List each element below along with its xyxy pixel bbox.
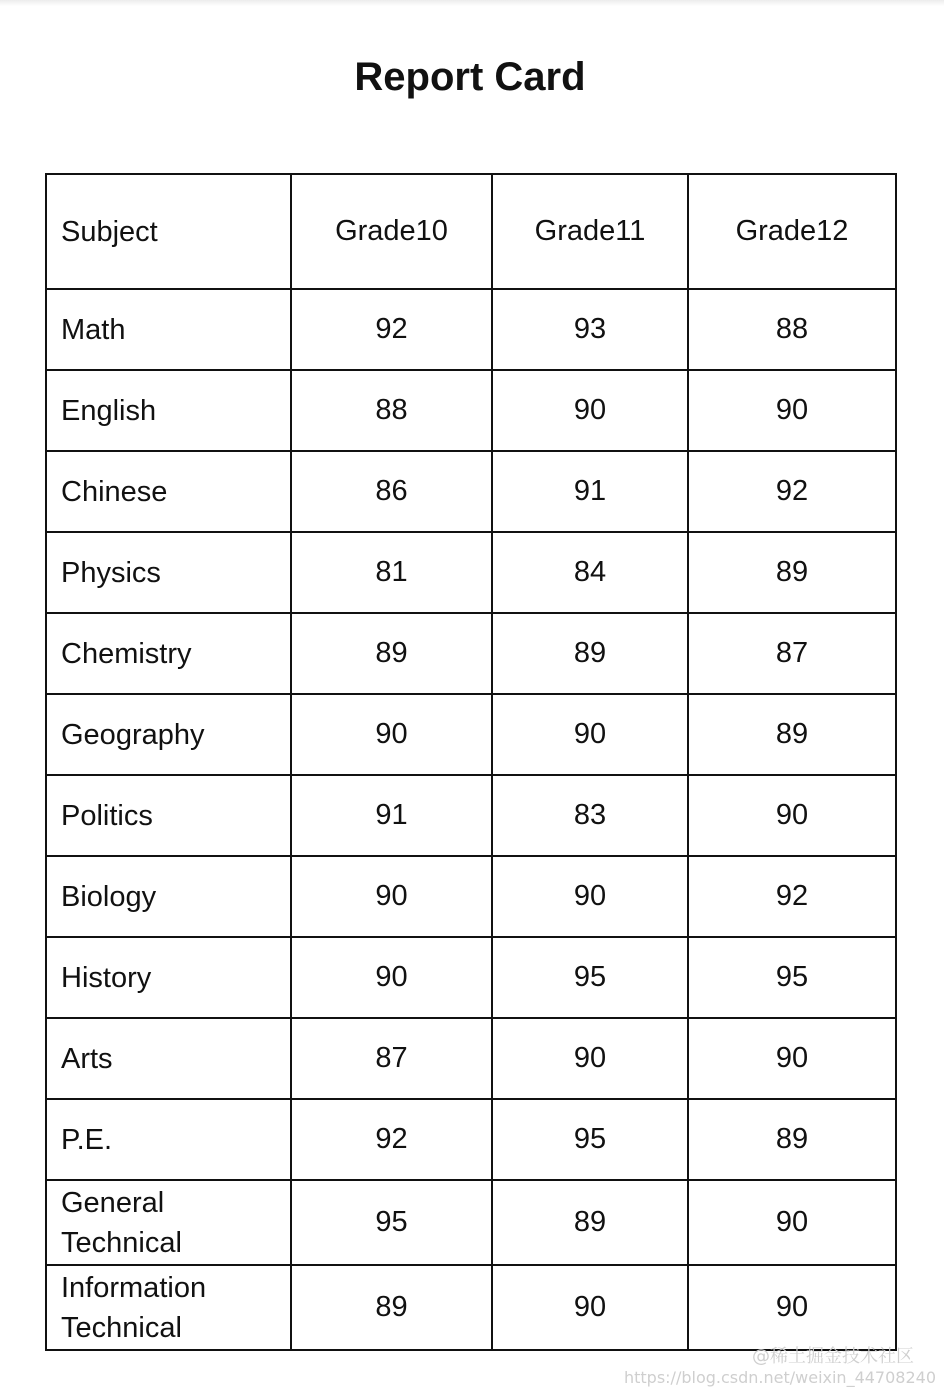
grade11-cell: 90 (492, 370, 688, 451)
grade10-cell: 88 (291, 370, 492, 451)
subject-cell: Information Technical (46, 1265, 291, 1350)
grade11-cell: 89 (492, 613, 688, 694)
subject-cell: Chinese (46, 451, 291, 532)
grade11-cell: 91 (492, 451, 688, 532)
grade11-cell: 90 (492, 1265, 688, 1350)
grade12-cell: 90 (688, 1018, 896, 1099)
grade12-cell: 89 (688, 1099, 896, 1180)
subject-cell: Biology (46, 856, 291, 937)
grade11-cell: 89 (492, 1180, 688, 1265)
page-top-shade (0, 0, 944, 6)
subject-cell: P.E. (46, 1099, 291, 1180)
grade10-cell: 90 (291, 694, 492, 775)
grade10-cell: 90 (291, 937, 492, 1018)
table-row (46, 694, 896, 775)
grade10-cell: 95 (291, 1180, 492, 1265)
header-grade10: Grade10 (291, 174, 492, 289)
subject-cell: Arts (46, 1018, 291, 1099)
subject-cell: General Technical (46, 1180, 291, 1265)
grade12-cell: 88 (688, 289, 896, 370)
grade12-cell: 90 (688, 775, 896, 856)
table-row (46, 1099, 896, 1180)
grade12-cell: 89 (688, 694, 896, 775)
grade10-cell: 81 (291, 532, 492, 613)
grade10-cell: 92 (291, 289, 492, 370)
grade10-cell: 87 (291, 1018, 492, 1099)
table-row (46, 1265, 896, 1350)
header-grade12: Grade12 (688, 174, 896, 289)
table-row (46, 775, 896, 856)
subject-cell: Politics (46, 775, 291, 856)
table-row (46, 856, 896, 937)
table-row (46, 937, 896, 1018)
page-title: Report Card (354, 54, 586, 99)
grade11-cell: 90 (492, 1018, 688, 1099)
subject-cell: English (46, 370, 291, 451)
table-body (46, 289, 896, 1350)
grade12-cell: 92 (688, 451, 896, 532)
grade10-cell: 86 (291, 451, 492, 532)
grade11-cell: 84 (492, 532, 688, 613)
watermark-url: https://blog.csdn.net/weixin_44708240 (623, 1368, 936, 1387)
watermark-site: @稀土掘金技术社区 (752, 1346, 914, 1367)
subject-cell: Chemistry (46, 613, 291, 694)
subject-cell: History (46, 937, 291, 1018)
subject-cell: Geography (46, 694, 291, 775)
table-row (46, 1018, 896, 1099)
table-row (46, 370, 896, 451)
report-card-table (45, 173, 897, 1351)
header-subject: Subject (46, 174, 291, 289)
grade12-cell: 90 (688, 1265, 896, 1350)
grade12-cell: 87 (688, 613, 896, 694)
grade12-cell: 95 (688, 937, 896, 1018)
grade11-cell: 83 (492, 775, 688, 856)
table-row (46, 613, 896, 694)
grade10-cell: 90 (291, 856, 492, 937)
grade11-cell: 90 (492, 856, 688, 937)
table-row (46, 289, 896, 370)
grade11-cell: 93 (492, 289, 688, 370)
grade11-cell: 95 (492, 1099, 688, 1180)
table-row (46, 451, 896, 532)
grade12-cell: 90 (688, 1180, 896, 1265)
subject-cell: Math (46, 289, 291, 370)
grade10-cell: 91 (291, 775, 492, 856)
grade12-cell: 89 (688, 532, 896, 613)
grade10-cell: 89 (291, 1265, 492, 1350)
header-grade11: Grade11 (492, 174, 688, 289)
table-row (46, 532, 896, 613)
grade12-cell: 90 (688, 370, 896, 451)
grade12-cell: 92 (688, 856, 896, 937)
grade10-cell: 89 (291, 613, 492, 694)
grade11-cell: 95 (492, 937, 688, 1018)
table-header-row (46, 174, 896, 289)
table-row (46, 1180, 896, 1265)
grade10-cell: 92 (291, 1099, 492, 1180)
grade11-cell: 90 (492, 694, 688, 775)
subject-cell: Physics (46, 532, 291, 613)
